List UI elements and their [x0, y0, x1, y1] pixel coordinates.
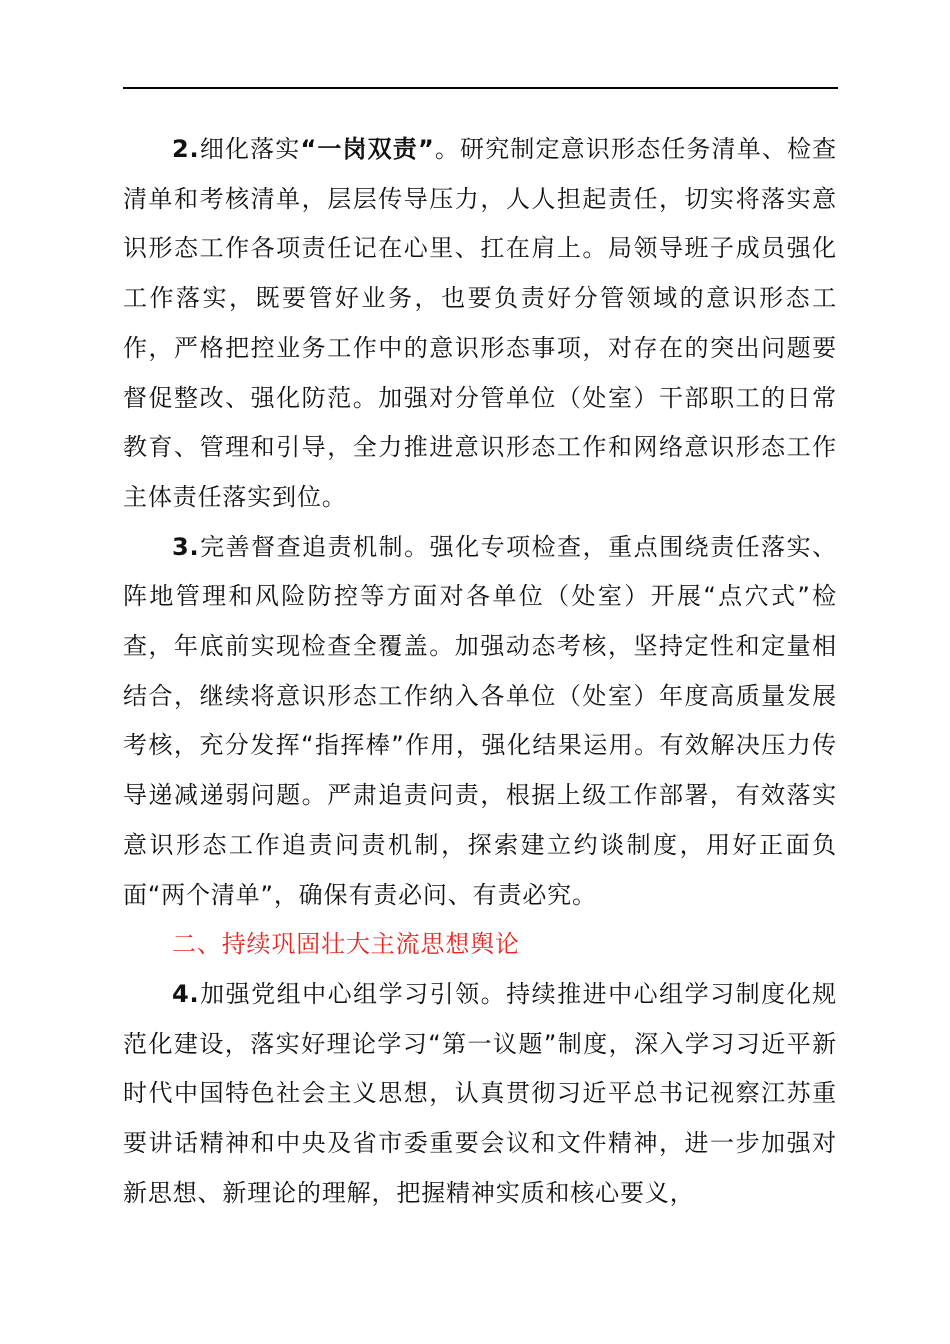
paragraph-lead-emphasis: “一岗双责” — [300, 135, 435, 163]
paragraph-number: 3. — [172, 532, 200, 561]
paragraph-4 — [123, 970, 837, 1219]
paragraph-lead: 完善督查追责机制 — [199, 532, 405, 561]
header-rule — [123, 87, 838, 89]
section-heading: 二、持续巩固壮大主流思想舆论 — [172, 930, 520, 959]
paragraph-text: 。强化专项检查，重点围绕责任落实、阵地管理和风险防控等方面对各单位（处室）开展“点穴式”检查，年底前实现检查全覆盖。加强动态考核，坚持定性和定量相结合，继续将意识形态工作纳入各单位（处室）年度高质量发展考核，充分发挥“指挥棒”作用，强化结果运用。有效解决压力传导递减递弱问题。严肃追责问责，根据上级工作部署，有效落实意识形态工作追责问责机制，探索建立约谈制度，用好正面负面“两个清单”，确保有责必问、有责必究。 — [123, 532, 837, 909]
paragraph-number: 2. — [172, 135, 200, 163]
paragraph-2 — [123, 125, 837, 523]
paragraph-lead: 细化落实 — [199, 135, 301, 163]
paragraph-lead: 加强党组中心组学习引领 — [199, 979, 481, 1008]
paragraph-text: 。研究制定意识形态任务清单、检查清单和考核清单，层层传导压力，人人担起责任，切实将落实意识形态工作各项责任记在心里、扛在肩上。局领导班子成员强化工作落实，既要管好业务，也要负责好分管领域的意识形态工作，严格把控业务工作中的意识形态事项，对存在的突出问题要督促整改、强化防范。加强对分管单位（处室）干部职工的日常教育、管理和引导，全力推进意识形态工作和网络意识形态工作主体责任落实到位。 — [123, 135, 837, 511]
document-body — [123, 125, 837, 1218]
paragraph-3 — [123, 523, 837, 921]
paragraph-number: 4. — [172, 979, 200, 1008]
paragraph-text: 。持续推进中心组学习制度化规范化建设，落实好理论学习“第一议题”制度，深入学习习近平新时代中国特色社会主义思想，认真贯彻习近平总书记视察江苏重要讲话精神和中央及省市委重要会议和文件精神，进一步加强对新思想、新理论的理解，把握精神实质和核心要义， — [123, 979, 837, 1207]
